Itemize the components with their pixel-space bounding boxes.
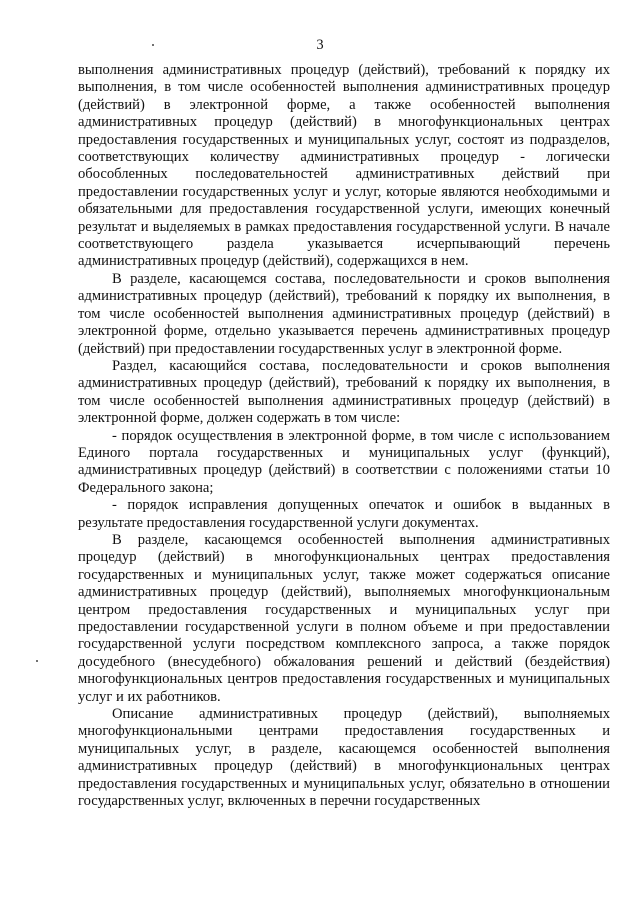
scan-speck	[152, 44, 154, 46]
scan-speck	[36, 660, 38, 662]
page-number: 3	[316, 37, 324, 53]
paragraph: Описание административных процедур (действий), выполняемых многофункциональными центрами предоставления государственных и муниципальных услуг, в разделе, касающемся особенностей выполнения административных процедур (действий) в многофункциональных центрах предоставления государственных и муниципальных услуг, обязательно в отношении государственных услуг, включенных в перечни государственных	[78, 706, 610, 810]
list-item: - порядок осуществления в электронной форме, в том числе с использованием Единого портала государственных и муниципальных услуг (функций), административных процедур (действий) в соответствии с положениями статьи 10 Федерального закона;	[78, 427, 610, 496]
list-item: - порядок исправления допущенных опечаток и ошибок в выданных в результате предоставления государственной услуги документах.	[78, 497, 610, 531]
paragraph: В разделе, касающемся состава, последовательности и сроков выполнения административных процедур (действий), требований к порядку их выполнения, в том числе особенностей выполнения административных процедур (действий) в электронной форме, отдельно указывается перечень административных процедур (действий) при предоставлении государственных услуг в электронной форме.	[78, 270, 610, 357]
paragraph: Раздел, касающийся состава, последовательности и сроков выполнения административных процедур (действий), требований к порядку их выполнения, в том числе особенностей выполнения административных процедур (действий) в электронной форме, должен содержать в том числе:	[78, 357, 610, 427]
paragraph: выполнения административных процедур (действий), требований к порядку их выполнения, в том числе особенностей выполнения административных процедур (действий) в электронной форме, а также особенностей выполнения административных процедур (действий) в многофункциональных центрах предоставления государственных и муниципальных услуг, состоят из подразделов, соответствующих количеству административных процедур - логически обособленных последовательностей административных действий при предоставлении государственных услуг и услуг, которые являются необходимыми и обязательными для предоставления государственной услуги, имеющих конечный результат и выделяемых в рамках предоставления государственной услуги. В начале соответствующего раздела указывается исчерпывающий перечень административных процедур (действий), содержащихся в нем.	[78, 62, 610, 270]
body-text	[78, 62, 610, 810]
paragraph: В разделе, касающемся особенностей выполнения административных процедур (действий) в многофункциональных центрах предоставления государственных и муниципальных услуг, также может содержаться описание административных процедур (действий), выполняемых многофункциональным центром предоставления государственных и муниципальных услуг при предоставлении государственной услуги в полном объеме и при предоставлении государственной услуги посредством комплексного запроса, а также порядок досудебного (внесудебного) обжалования решений и действий (бездействия) многофункциональных центров предоставления государственных и муниципальных услуг и их работников.	[78, 531, 610, 705]
